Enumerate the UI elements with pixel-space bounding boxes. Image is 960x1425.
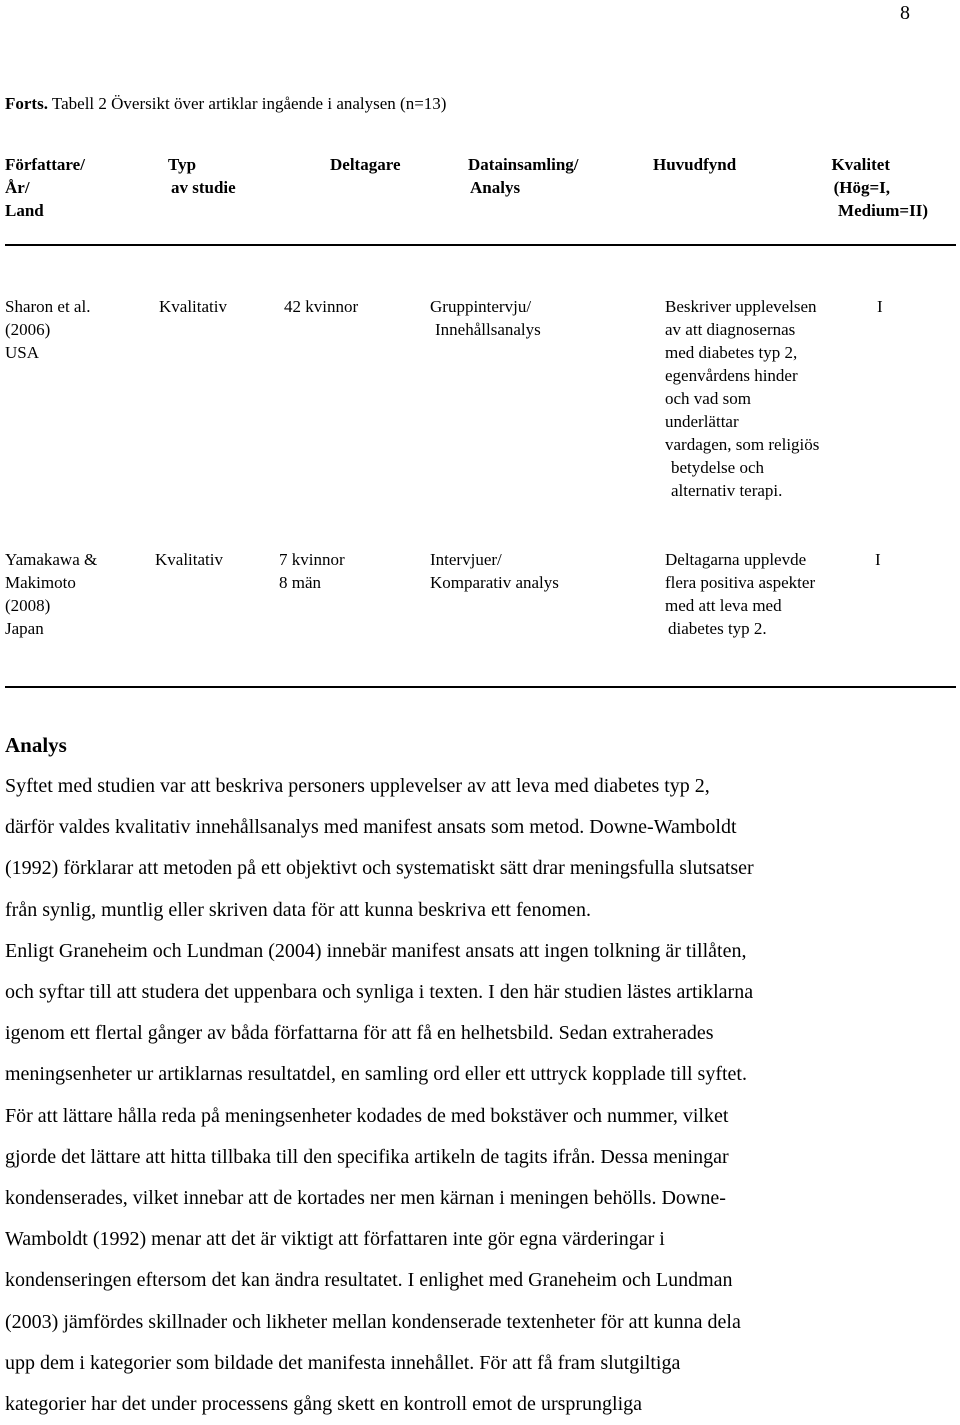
row1-participants: 42 kvinnor xyxy=(284,297,359,316)
table-caption xyxy=(5,94,446,114)
body-line: upp dem i kategorier som bildade det manifesta innehållet. För att få fram slutgiltiga xyxy=(5,1351,681,1374)
body-line: (2003) jämfördes skillnader och likheter mellan kondenserade textenheter för att kunna dela xyxy=(5,1310,741,1333)
caption-prefix: Forts. xyxy=(5,94,48,113)
body-line: kondenseringen eftersom det kan ändra resultatet. I enlighet med Graneheim och Lundman xyxy=(5,1269,733,1292)
row2-type: Kvalitativ xyxy=(155,550,223,569)
row2-main-findings: Deltagarna upplevde flera positiva aspekter med att leva med diabetes typ 2. xyxy=(665,550,816,638)
table-bottom-rule xyxy=(5,686,956,688)
header-type: Typ av studie xyxy=(168,155,236,197)
body-line: Enligt Graneheim och Lundman (2004) innebär manifest ansats att ingen tolkning är tillåten, xyxy=(5,939,747,962)
section-body xyxy=(5,766,910,1425)
header-participants: Deltagare xyxy=(330,155,401,174)
row2-participants: 7 kvinnor 8 män xyxy=(279,550,345,592)
row2-data-collection: Intervjuer/ Komparativ analys xyxy=(430,550,559,592)
body-line: Syftet med studien var att beskriva personers upplevelser av att leva med diabetes typ 2, xyxy=(5,775,710,797)
row1-quality: I xyxy=(877,297,883,316)
body-line: igenom ett flertal gånger av båda författarna för att få en helhetsbild. Sedan extraherades xyxy=(5,1022,714,1045)
row1-main-findings: Beskriver upplevelsen av att diagnosernas med diabetes typ 2, egenvårdens hinder och vad som underlättar vardagen, som religiös betydelse och alternativ terapi. xyxy=(665,297,820,500)
body-line: därför valdes kvalitativ innehållsanalys med manifest ansats som metod. Downe-Wamboldt xyxy=(5,816,737,839)
body-line: kategorier har det under processens gång skett en kontroll emot de ursprungliga xyxy=(5,1393,643,1416)
body-line: kondenserades, vilket innebar att de kortades ner men kärnan i meningen behölls. Downe- xyxy=(5,1187,726,1210)
caption-text: Tabell 2 Översikt över artiklar ingående i analysen (n=13) xyxy=(51,94,447,113)
header-main-findings: Huvudfynd xyxy=(653,155,737,174)
section-heading: Analys xyxy=(5,733,67,757)
header-quality: Kvalitet (Hög=I, Medium=II) xyxy=(831,155,928,220)
body-line: Wamboldt (1992) menar att det är viktigt att författaren inte gör egna värderingar i xyxy=(5,1228,665,1251)
table-header-rule xyxy=(5,244,956,246)
header-data-collection: Datainsamling/ Analys xyxy=(468,155,579,197)
row2-author: Yamakawa & Makimoto (2008) Japan xyxy=(5,550,98,638)
body-line: För att lättare hålla reda på meningsenheter kodades de med bokstäver och nummer, vilket xyxy=(5,1104,729,1127)
row1-type: Kvalitativ xyxy=(159,297,227,316)
body-line: meningsenheter ur artiklarnas resultatdel, en samling ord eller ett uttryck kopplade till syftet. xyxy=(5,1063,747,1086)
header-author: Författare/ År/ Land xyxy=(5,155,85,220)
row2-quality: I xyxy=(875,550,881,569)
row1-data-collection: Gruppintervju/ Innehållsanalys xyxy=(430,297,541,339)
body-line: (1992) förklarar att metoden på ett objektivt och systematiskt sätt drar meningsfulla slutsatser xyxy=(5,857,754,880)
body-line: från synlig, muntlig eller skriven data för att kunna beskriva ett fenomen. xyxy=(5,898,591,921)
body-line: gjorde det lättare att hitta tillbaka till den specifika artikeln de tagits ifrån. Dessa meningar xyxy=(5,1145,729,1168)
row1-author: Sharon et al. (2006) USA xyxy=(5,297,91,362)
page-number: 8 xyxy=(900,2,910,24)
body-line: och syftar till att studera det uppenbara och synliga i texten. I den här studien lästes artiklarna xyxy=(5,981,754,1004)
